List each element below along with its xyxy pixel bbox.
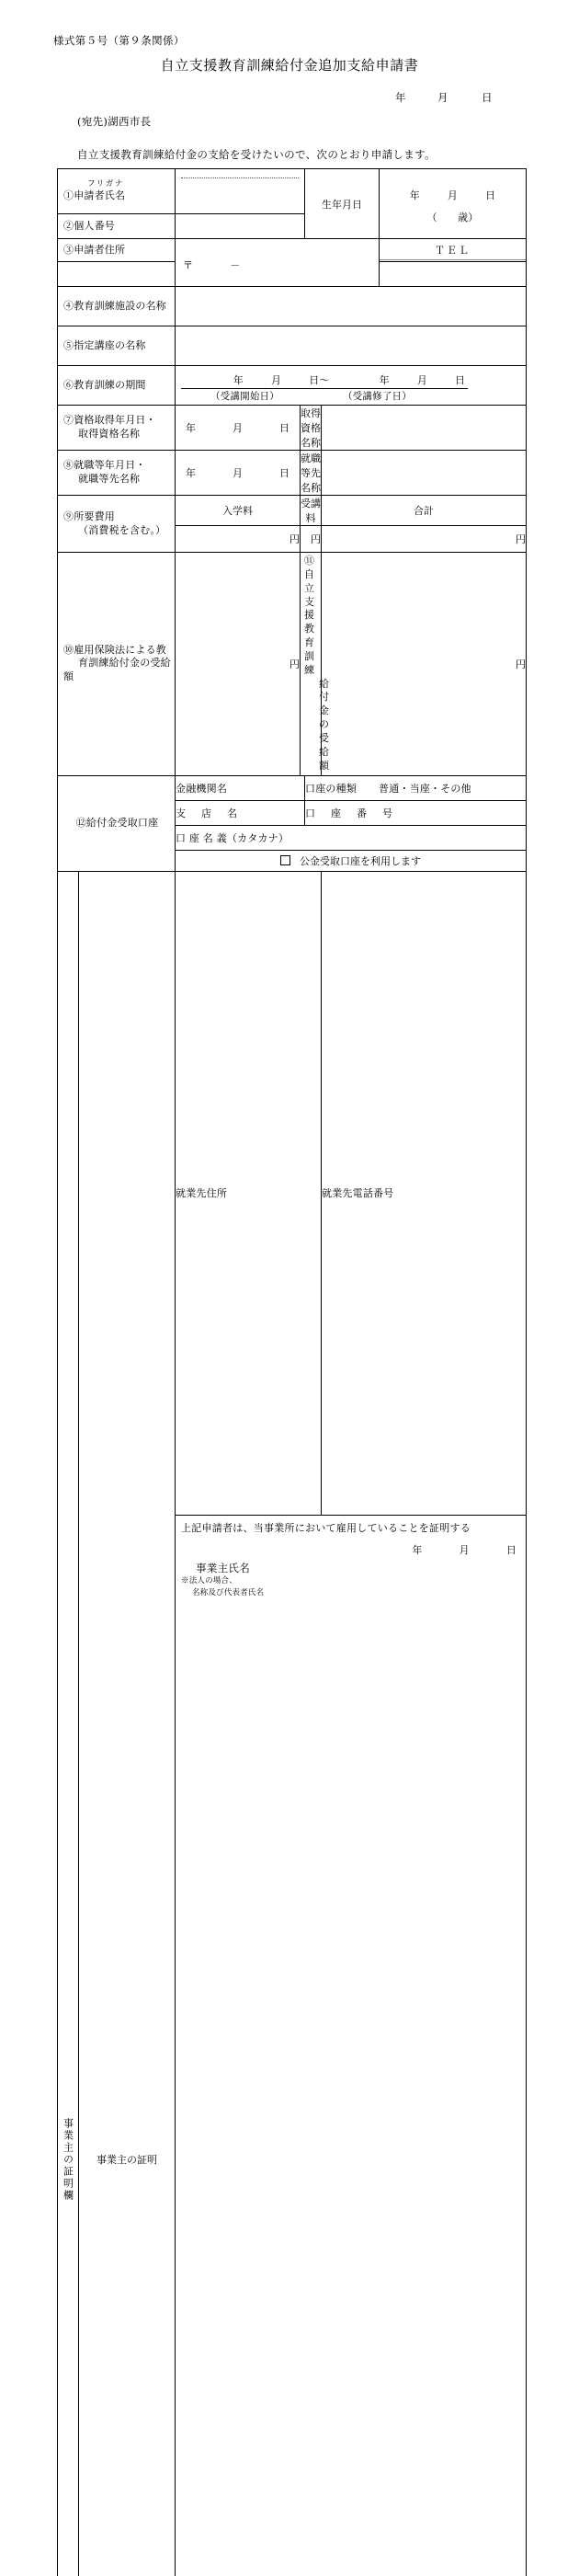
emp-month: 月 <box>233 467 243 479</box>
zip-field <box>176 254 379 272</box>
branch-name-field[interactable]: 支 店 名 <box>176 800 305 825</box>
period-end-day: 日 <box>455 374 465 386</box>
table-row-period <box>58 366 527 406</box>
employment-date-input[interactable] <box>176 451 301 496</box>
period-fields <box>176 367 526 404</box>
employer-note-1: ※法人の場合、 <box>176 1575 526 1587</box>
employer-section-label: 事業主の証明 <box>79 871 176 2576</box>
training-period-cell[interactable] <box>176 366 527 406</box>
certify-statement: 上記申請者は、当事業所において雇用していることを証明する <box>176 1516 526 1535</box>
table-row-course <box>58 326 527 366</box>
benefit-account-label: ⑫給付金受取口座 <box>58 775 176 871</box>
page-title: 自立支援教育訓練給付金追加支給申請書 <box>0 55 579 74</box>
period-end-note: （受講修了日） <box>343 389 412 403</box>
addressee: (宛先)湖西市長 <box>77 114 151 129</box>
name-dotted-line <box>181 177 299 178</box>
work-phone-field[interactable]: 就業先電話番号 <box>322 871 527 1516</box>
employment-insurance-label-3: 額 <box>63 670 74 682</box>
employer-date-year: 年 <box>412 1544 422 1556</box>
qualification-label-1: ⑦資格取得年月日・ <box>63 414 156 426</box>
tel-header-cell <box>380 239 527 262</box>
tel-label: ＴＥＬ <box>380 241 526 260</box>
zip-dash: － <box>230 259 240 271</box>
submission-date <box>395 90 493 105</box>
cost-col-tuition-header: 受講料 <box>301 496 322 526</box>
table-row-employer-address <box>58 871 527 1516</box>
submission-date-day: 日 <box>482 90 493 105</box>
qual-year: 年 <box>186 422 196 434</box>
applicant-name-input[interactable] <box>176 169 305 214</box>
birth-day: 日 <box>485 188 495 202</box>
cost-tuition-input[interactable]: 円 <box>301 526 322 553</box>
qualification-name-input[interactable] <box>322 406 527 451</box>
zip-mark: 〒 <box>183 259 193 271</box>
submission-date-month: 月 <box>437 90 482 105</box>
qualification-date-input[interactable] <box>176 406 301 451</box>
employment-insurance-amount-input[interactable]: 円 <box>176 553 301 776</box>
period-start-note: （受講開始日） <box>210 389 279 403</box>
course-name-input[interactable] <box>176 326 527 366</box>
public-account-row[interactable] <box>176 850 527 871</box>
period-start-day: 日～ <box>309 374 329 386</box>
table-row-qualification <box>58 406 527 451</box>
applicant-address-input[interactable] <box>176 239 380 287</box>
period-end-year: 年 <box>380 374 390 386</box>
employer-date-month: 月 <box>460 1544 470 1556</box>
qualification-name-label: 取得資格名称 <box>301 406 322 451</box>
qual-day: 日 <box>279 422 290 434</box>
employer-certify-cell[interactable] <box>176 1516 527 2576</box>
public-account-checkbox[interactable] <box>280 855 290 865</box>
employer-date-day: 日 <box>506 1544 517 1556</box>
public-account-label: 公金受取口座を利用します <box>300 855 421 867</box>
application-table <box>57 168 527 2576</box>
period-dates <box>181 372 468 389</box>
table-row-address <box>58 239 527 262</box>
employment-insurance-label-2: 育訓練給付金の受給 <box>63 657 171 670</box>
employment-label-2: 就職等先名称 <box>63 473 171 487</box>
training-period-label: ⑥教育訓練の期間 <box>63 379 146 391</box>
self-reliance-benefit-label: ⑪自立支援教育訓練 給付金の受給額 <box>301 553 322 776</box>
address-label-spacer <box>58 262 176 287</box>
account-holder-field[interactable]: 口 座 名 義（カタカナ） <box>176 825 527 850</box>
table-row-bank-institution <box>58 775 527 800</box>
table-row-employment <box>58 451 527 496</box>
cost-entrance-input[interactable]: 円 <box>176 526 301 553</box>
table-row-facility <box>58 287 527 326</box>
age-field: （ 歳） <box>380 202 526 224</box>
applicant-address-label: ③申請者住所 <box>63 244 125 256</box>
period-notes <box>181 389 468 402</box>
table-row-applicant-name <box>58 169 527 214</box>
emp-day: 日 <box>279 467 290 479</box>
period-start-year: 年 <box>233 374 244 386</box>
cost-total-input[interactable]: 円 <box>322 526 527 553</box>
form-page <box>0 0 579 830</box>
course-name-label: ⑤指定講座の名称 <box>63 339 146 351</box>
self-reliance-benefit-input[interactable]: 円 <box>322 553 527 776</box>
employment-label-1: ⑧就職等年月日・ <box>63 459 146 471</box>
cost-label-2: （消費税を含む。） <box>63 524 171 538</box>
table-row-cost-header <box>58 496 527 526</box>
table-row-benefit-amounts <box>58 553 527 776</box>
birth-month: 月 <box>448 188 458 202</box>
intro-text: 自立支援教育訓練給付金の支給を受けたいので、次のとおり申請します。 <box>77 147 436 162</box>
facility-name-label: ④教育訓練施設の名称 <box>63 300 166 312</box>
employer-name-label: 事業主氏名 <box>176 1557 526 1575</box>
bank-name-field[interactable]: 金融機関名 <box>176 775 305 800</box>
applicant-name-label: ①申請者氏名 <box>63 189 125 201</box>
facility-name-input[interactable] <box>176 287 527 326</box>
cost-col-entrance-header: 入学料 <box>176 496 301 526</box>
employment-insurance-label-1: ⑩雇用保険法による教 <box>63 644 166 656</box>
employer-date <box>176 1535 526 1557</box>
personal-number-input[interactable] <box>176 214 305 239</box>
employment-name-input[interactable] <box>322 451 527 496</box>
form-number: 様式第５号（第９条関係） <box>53 33 185 48</box>
submission-date-year: 年 <box>395 90 437 105</box>
birth-year: 年 <box>410 188 420 202</box>
cost-col-total-header: 合計 <box>322 496 527 526</box>
account-type-field[interactable]: 口座の種類 普通・当座・その他 <box>305 775 527 800</box>
account-number-field[interactable]: 口 座 番 号 <box>305 800 527 825</box>
birthdate-label: 生年月日 <box>305 169 380 239</box>
birthdate-ymd <box>380 184 526 202</box>
emp-year: 年 <box>186 467 196 479</box>
period-start-month: 月 <box>271 374 281 386</box>
tel-input[interactable] <box>380 262 527 287</box>
qualification-label-2: 取得資格名称 <box>63 428 171 441</box>
employer-note-2: 名称及び代表者氏名 <box>176 1587 526 1599</box>
employer-vertical-label: 事業主の証明欄 <box>58 871 79 2576</box>
qual-month: 月 <box>233 422 243 434</box>
work-address-field[interactable]: 就業先住所 <box>176 871 322 1516</box>
furigana-label: フリガナ <box>63 179 171 189</box>
period-end-month: 月 <box>417 374 427 386</box>
personal-number-label: ②個人番号 <box>63 220 115 232</box>
birthdate-cell[interactable] <box>380 169 527 239</box>
employment-name-label: 就職等先名称 <box>301 451 322 496</box>
cost-label-1: ⑨所要費用 <box>63 510 115 522</box>
